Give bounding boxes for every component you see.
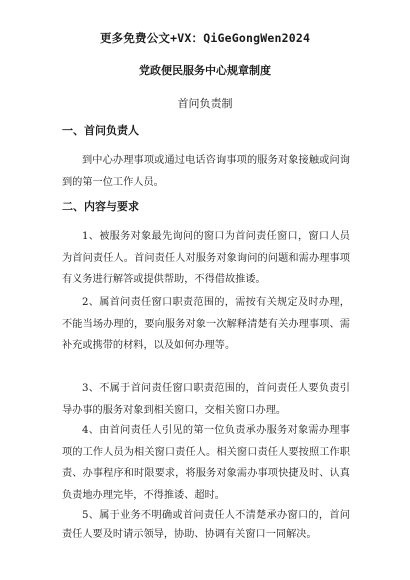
requirement-paragraph-2: 2、属首问责任窗口职责范围的，需按有关规定及时办理，不能当场办理的，要向服务对象一次解释清楚有关办理事项、需补充或携带的材料，以及如何办理等。 [62, 297, 350, 351]
section-heading-content-and-requirements: 二、内容与要求 [62, 200, 139, 213]
section-heading-first-responsible-person: 一、首问负责人 [62, 124, 139, 137]
requirement-paragraph-5: 5、属于业务不明确或首问责任人不清楚承办窗口的，首问责任人要及时请示领导，协助、协调有关窗口一同解决。 [62, 510, 350, 540]
requirement-paragraph-4: 4、由首问责任人引见的第一位负责承办服务对象需办理事项的工作人员为相关窗口责任人。相关窗口责任人要按照工作职责、办事程序和时限要求，将服务对象需办事项快捷及时、认真负责地办理完毕，不得推诿、超时。 [62, 425, 350, 501]
document-subtitle: 首问负责制 [177, 97, 233, 110]
requirement-paragraph-3: 3、不属于首问责任窗口职责范围的，首问责任人要负责引导办事的服务对象到相关窗口，交相关窗口办理。 [62, 383, 350, 416]
requirement-paragraph-1: 1、被服务对象最先询问的窗口为首问责任窗口，窗口人员为首问责任人。首问责任人对服务对象询问的问题和需办理事项有义务进行解答或提供帮助，不得借故推诿。 [62, 231, 350, 285]
definition-paragraph: 到中心办理事项或通过电话咨询事项的服务对象接触或问询到的第一位工作人员。 [62, 155, 350, 188]
document-title: 党政便民服务中心规章制度 [139, 64, 271, 77]
promo-header: 更多免费公文+VX：QiGeGongWen2024 [99, 31, 311, 45]
